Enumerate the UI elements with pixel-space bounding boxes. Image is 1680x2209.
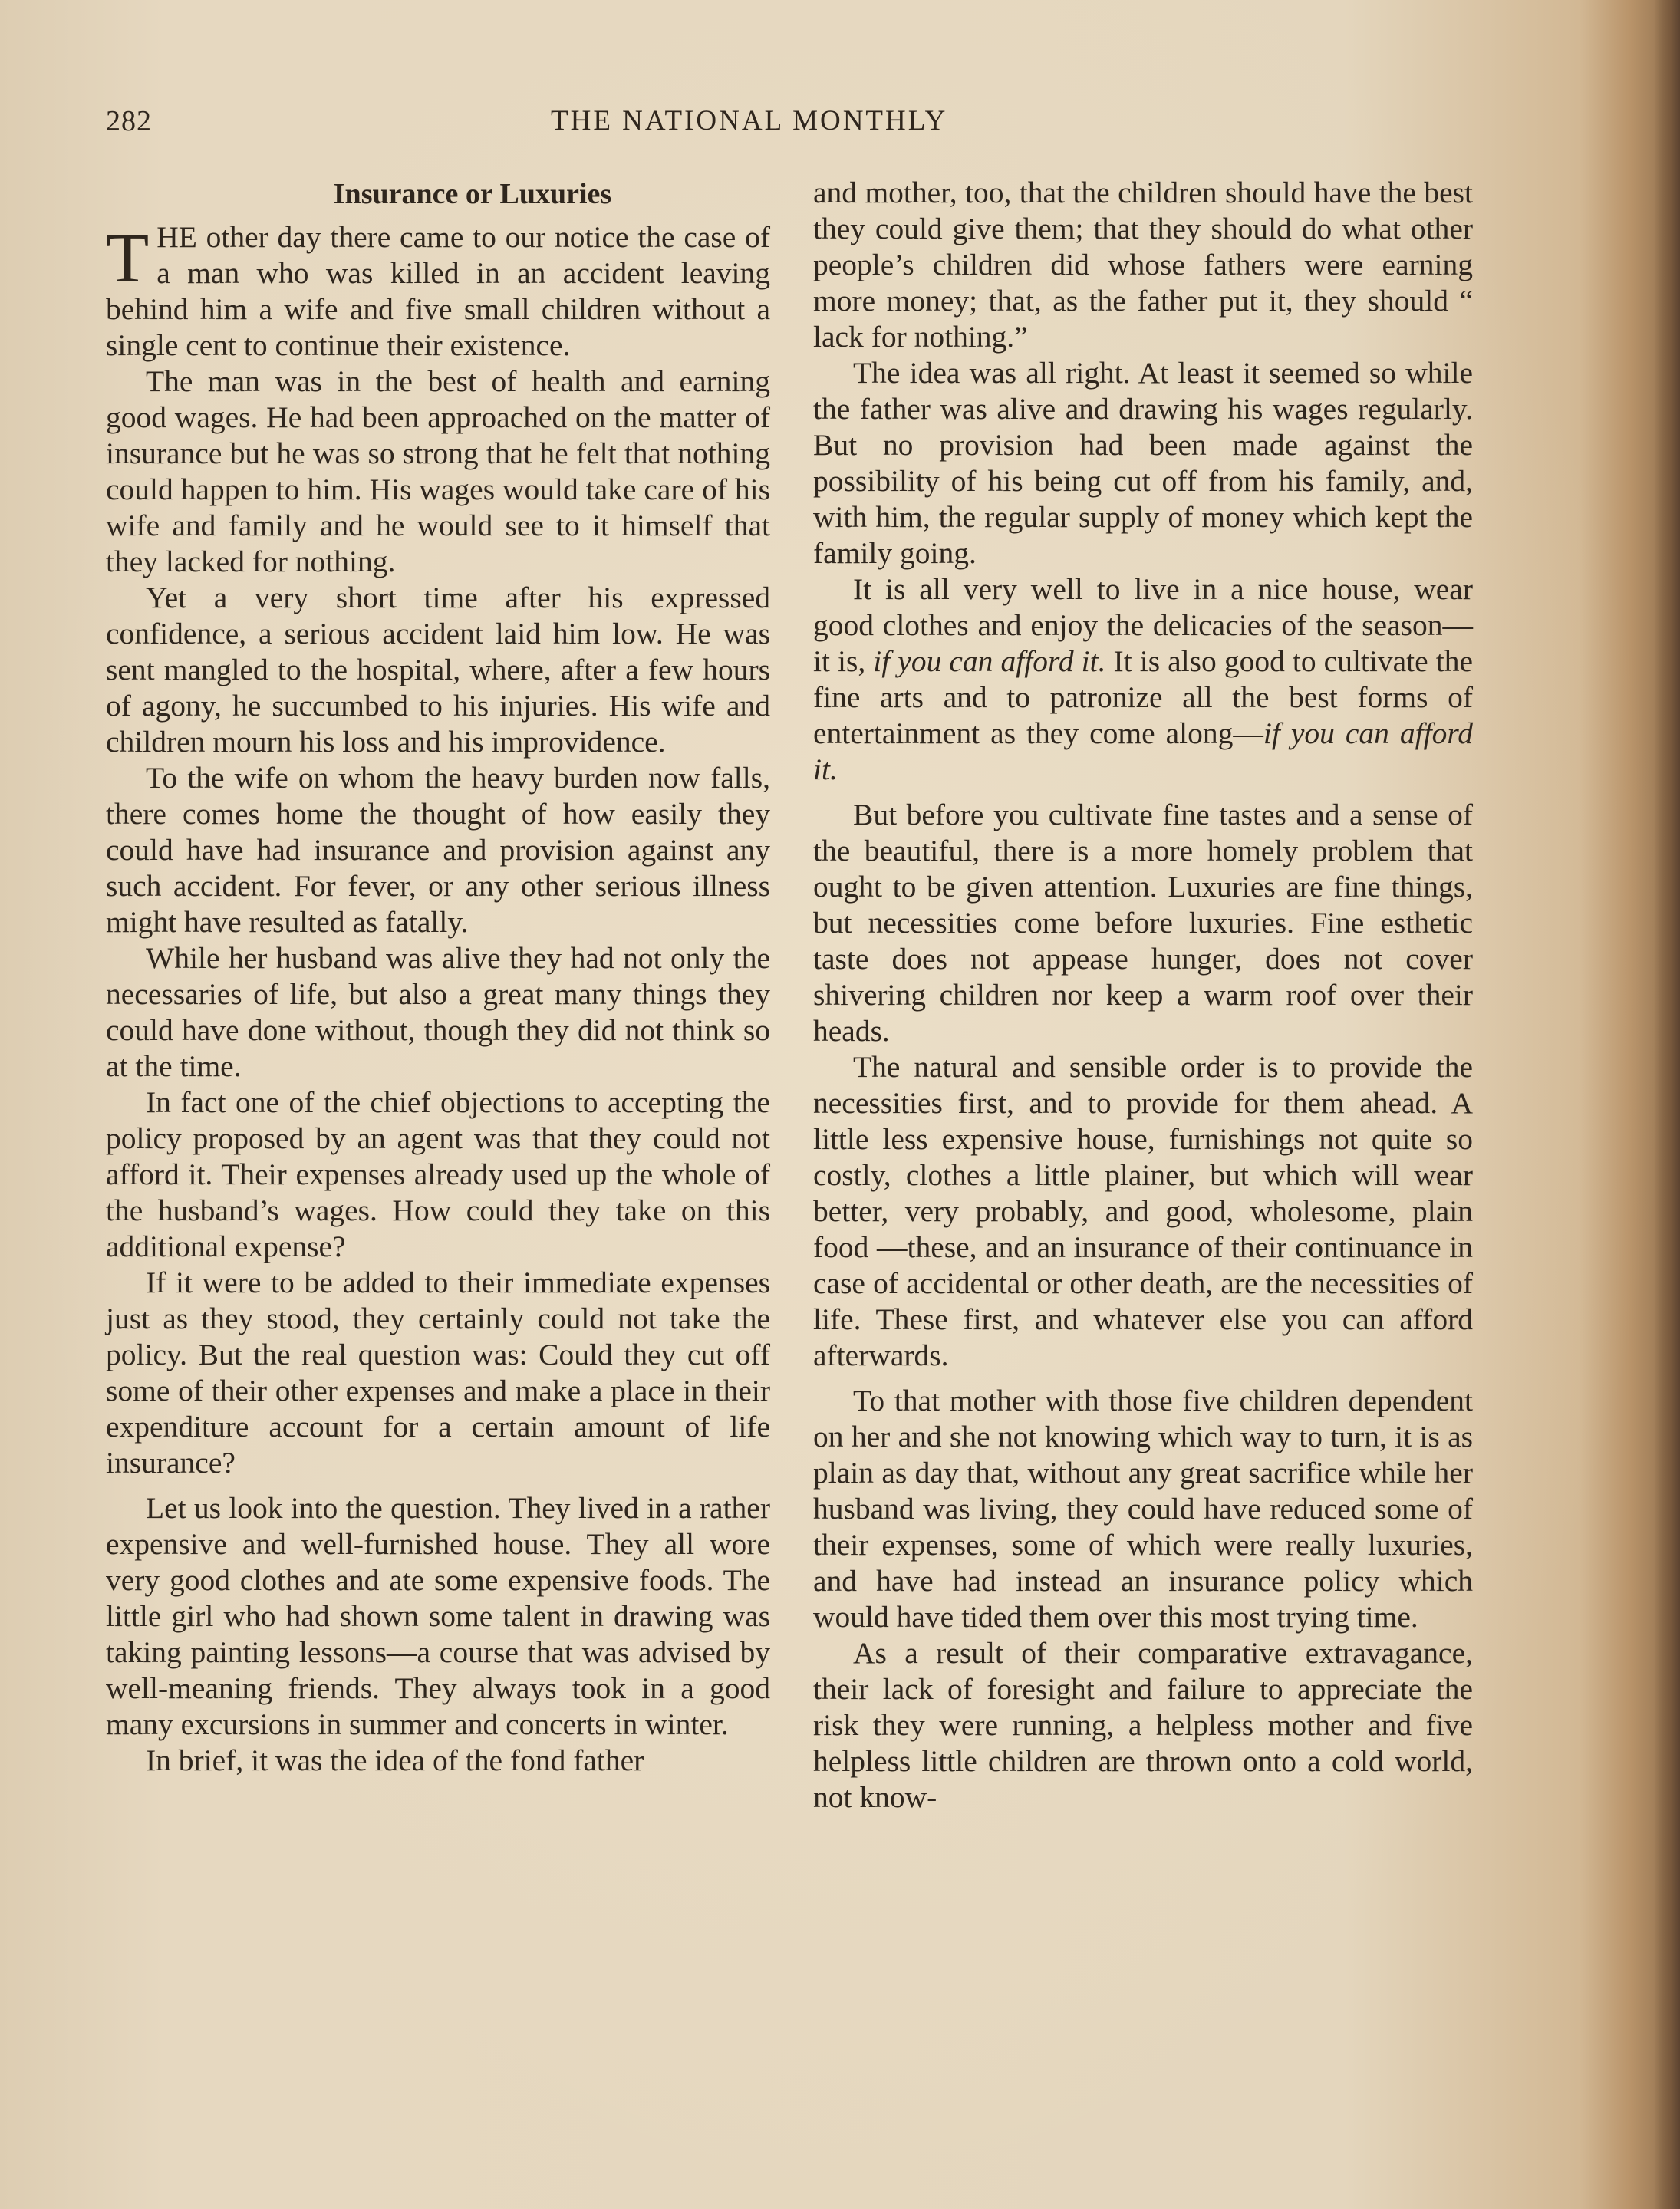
- italic-phrase: if you can afford it.: [813, 716, 1473, 786]
- paragraph-text: It is also good to cultivate the fine arts and to patronize all the best forms of entertainment as they come along—: [813, 644, 1473, 750]
- article-title: Insurance or Luxuries: [333, 178, 612, 210]
- paragraph-text: HE other day there came to our notice the case of a man who was killed in an accident leaving behind him a wife and five small children without a single cent to continue their existence.: [106, 220, 770, 362]
- paragraph: The natural and sensible order is to provide the necessities first, and to provide for them ahead. A little less expensive house, furnishings not quite so costly, clothes a little plainer, but which will wear better, very probably, and good, wholesome, plain food —these, and an insurance of their continuance in case of accidental or other death, are the necessities of life. These first, and whatever else you can afford afterwards.: [813, 1050, 1473, 1372]
- drop-cap: T: [106, 219, 150, 297]
- page-header: [106, 104, 1471, 143]
- paragraph: In fact one of the chief objections to accepting the policy proposed by an agent was that they could not afford it. Their expenses already used up the whole of the husband’s wages. How could they take on this additional expense?: [106, 1085, 770, 1263]
- paragraph: To the wife on whom the heavy burden now falls, there comes home the thought of how easily they could have had insurance and provision against any such accident. For fever, or any other serious illness might have resulted as fatally.: [106, 761, 770, 939]
- paragraph: Yet a very short time after his expressed confidence, a serious accident laid him low. He was sent mangled to the hospital, where, after a few hours of agony, he succumbed to his injuries. His wife and children mourn his loss and his improvidence.: [106, 581, 770, 759]
- page-binding-edge: [1654, 0, 1680, 2209]
- right-column: [813, 175, 1473, 1816]
- paragraph: and mother, too, that the children should have the best they could give them; that they should do what other people’s children did whose fathers were earning more money; that, as the father put it, they should “ lack for nothing.”: [813, 176, 1473, 354]
- italic-phrase: if you can afford it.: [873, 644, 1106, 678]
- left-column: [106, 175, 770, 1779]
- paragraph: While her husband was alive they had not only the necessaries of life, but also a great many things they could have done without, though they did not think so at the time.: [106, 941, 770, 1083]
- page-number: 282: [106, 105, 152, 137]
- paragraph: The man was in the best of health and earning good wages. He had been approached on the matter of insurance but he was so strong that he felt that nothing could happen to him. His wages would take care of his wife and family and he would see to it himself that they lacked for nothing.: [106, 364, 770, 578]
- paragraph: [813, 571, 1473, 788]
- paragraph: In brief, it was the idea of the fond father: [146, 1743, 644, 1777]
- paragraph-text: It is all very well to live in a nice house, wear good clothes and enjoy the delicacies of the season—it is,: [813, 572, 1473, 678]
- running-head: THE NATIONAL MONTHLY: [551, 105, 948, 137]
- paragraph: The idea was all right. At least it seemed so while the father was alive and drawing his wages regularly. But no provision had been made against the possibility of his being cut off from his family, and, with him, the regular supply of money which kept the family going.: [813, 356, 1473, 570]
- paragraph: As a result of their comparative extravagance, their lack of foresight and failure to appreciate the risk they were running, a helpless mother and five helpless little children are thrown onto a cold world, not know-: [813, 1636, 1473, 1814]
- paragraph: If it were to be added to their immediate expenses just as they stood, they certainly could not take the policy. But the real question was: Could they cut off some of their other expenses and make a place in their expenditure account for a certain amount of life insurance?: [106, 1266, 770, 1480]
- paragraph: But before you cultivate fine tastes and a sense of the beautiful, there is a more homely problem that ought to be given attention. Luxuries are fine things, but necessities come before luxuries. Fine esthetic taste does not appease hunger, does not cover shivering children nor keep a warm roof over their heads.: [813, 798, 1473, 1048]
- paragraph: Let us look into the question. They lived in a rather expensive and well-furnished house. They all wore very good clothes and ate some expensive foods. The little girl who had shown some talent in drawing was taking painting lessons—a course that was advised by well-meaning friends. They always took in a good many excursions in summer and concerts in winter.: [106, 1491, 770, 1741]
- paragraph: To that mother with those five children dependent on her and she not knowing which way to turn, it is as plain as day that, without any great sacrifice while her husband was living, they could have reduced some of their expenses, some of which were really luxuries, and have had instead an insurance policy which would have tided them over this most trying time.: [813, 1384, 1473, 1634]
- paragraph: [106, 219, 770, 364]
